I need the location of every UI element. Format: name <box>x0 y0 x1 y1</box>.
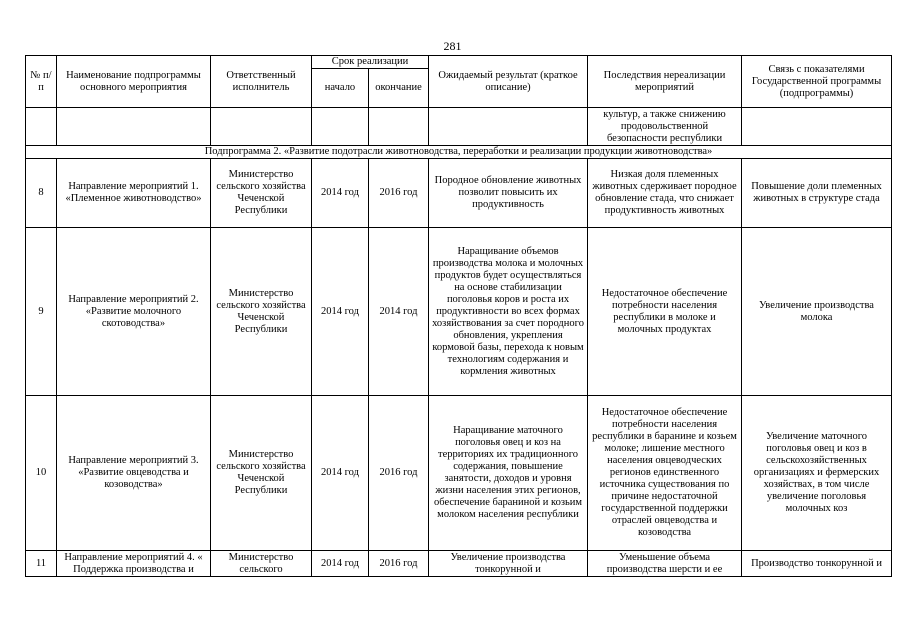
header-name: Наименование подпрограммы основного мероприятия <box>57 56 211 108</box>
cell-result: Наращивание объемов производства молока и молочных продуктов будет осуществляться на основе стабилизации поголовья коров и роста их продуктивности во всех формах хозяйствования за счет породного обновления, укрепления кормовой базы, перехода к новым технологиям содержания и кормления животных <box>429 228 588 396</box>
header-start: начало <box>312 69 369 108</box>
header-link: Связь с показателями Государственной программы (подпрограммы) <box>742 56 892 108</box>
cell-end: 2014 год <box>369 228 429 396</box>
cell-name: Направление мероприятий 3. «Развитие овцеводства и козоводства» <box>57 396 211 551</box>
cell-empty <box>312 108 369 146</box>
cell-empty <box>429 108 588 146</box>
header-result: Ожидаемый результат (краткое описание) <box>429 56 588 108</box>
cell-result: Увеличение производства тонкорунной и <box>429 551 588 577</box>
header-consequences: Последствия нереализации мероприятий <box>588 56 742 108</box>
cell-link: Повышение доли племенных животных в структуре стада <box>742 159 892 228</box>
header-period: Срок реализации <box>312 56 429 69</box>
cell-name: Направление мероприятий 1. «Племенное животноводство» <box>57 159 211 228</box>
cell-result: Наращивание маточного поголовья овец и коз на территориях их традиционного содержания, повышение занятости, доходов и уровня жизни населения этих регионов, обеспечение бараниной и козьим молоком населения республики <box>429 396 588 551</box>
cell-num: 8 <box>26 159 57 228</box>
cell-empty <box>742 108 892 146</box>
table-row <box>26 159 892 228</box>
cell-result: Породное обновление животных позволит повысить их продуктивность <box>429 159 588 228</box>
cell-empty <box>369 108 429 146</box>
cell-responsible: Министерство сельского хозяйства Чеченской Республики <box>211 228 312 396</box>
continuation-row <box>26 108 892 146</box>
cell-consequences: Недостаточное обеспечение потребности населения республики в баранине и козьем молоке; лишение местного населения овцеводческих регионов единственного источника существования по причине недостаточной государственной поддержки отраслей овцеводства и козоводства <box>588 396 742 551</box>
cell-consequences: Недостаточное обеспечение потребности населения республики в молоке и молочных продуктах <box>588 228 742 396</box>
cell-name: Направление мероприятий 2. «Развитие молочного скотоводства» <box>57 228 211 396</box>
cell-responsible: Министерство сельского <box>211 551 312 577</box>
cell-responsible: Министерство сельского хозяйства Чеченской Республики <box>211 159 312 228</box>
program-table <box>25 55 892 577</box>
cell-link: Производство тонкорунной и <box>742 551 892 577</box>
cell-end: 2016 год <box>369 396 429 551</box>
cell-responsible: Министерство сельского хозяйства Чеченской Республики <box>211 396 312 551</box>
cell-empty <box>26 108 57 146</box>
cell-link: Увеличение маточного поголовья овец и коз в сельскохозяйственных организациях и фермерских хозяйствах, в том числе увеличение поголовья молочных коз <box>742 396 892 551</box>
cell-num: 11 <box>26 551 57 577</box>
section-title: Подпрограмма 2. «Развитие подотрасли животноводства, переработки и реализации продукции животноводства» <box>26 146 892 159</box>
table-row-truncated <box>26 551 892 577</box>
cell-consequences: Уменьшение объема производства шерсти и ее <box>588 551 742 577</box>
header-num: № п/п <box>26 56 57 108</box>
cell-end: 2016 год <box>369 159 429 228</box>
cell-name: Направление мероприятий 4. « Поддержка производства и <box>57 551 211 577</box>
cell-empty <box>57 108 211 146</box>
cell-end: 2016 год <box>369 551 429 577</box>
cell-start: 2014 год <box>312 551 369 577</box>
header-responsible: Ответственный исполнитель <box>211 56 312 108</box>
cell-num: 10 <box>26 396 57 551</box>
section-row <box>26 146 892 159</box>
header-row-1 <box>26 56 892 69</box>
table-row <box>26 228 892 396</box>
page-number: 281 <box>443 39 462 53</box>
header-end: окончание <box>369 69 429 108</box>
cell-consequences: Низкая доля племенных животных сдерживает породное обновление стада, что снижает продуктивность животных <box>588 159 742 228</box>
cell-empty <box>211 108 312 146</box>
cell-start: 2014 год <box>312 228 369 396</box>
cell-consequences: культур, а также снижению продовольственной безопасности республики <box>588 108 742 146</box>
cell-start: 2014 год <box>312 159 369 228</box>
cell-start: 2014 год <box>312 396 369 551</box>
table-row <box>26 396 892 551</box>
cell-link: Увеличение производства молока <box>742 228 892 396</box>
cell-num: 9 <box>26 228 57 396</box>
